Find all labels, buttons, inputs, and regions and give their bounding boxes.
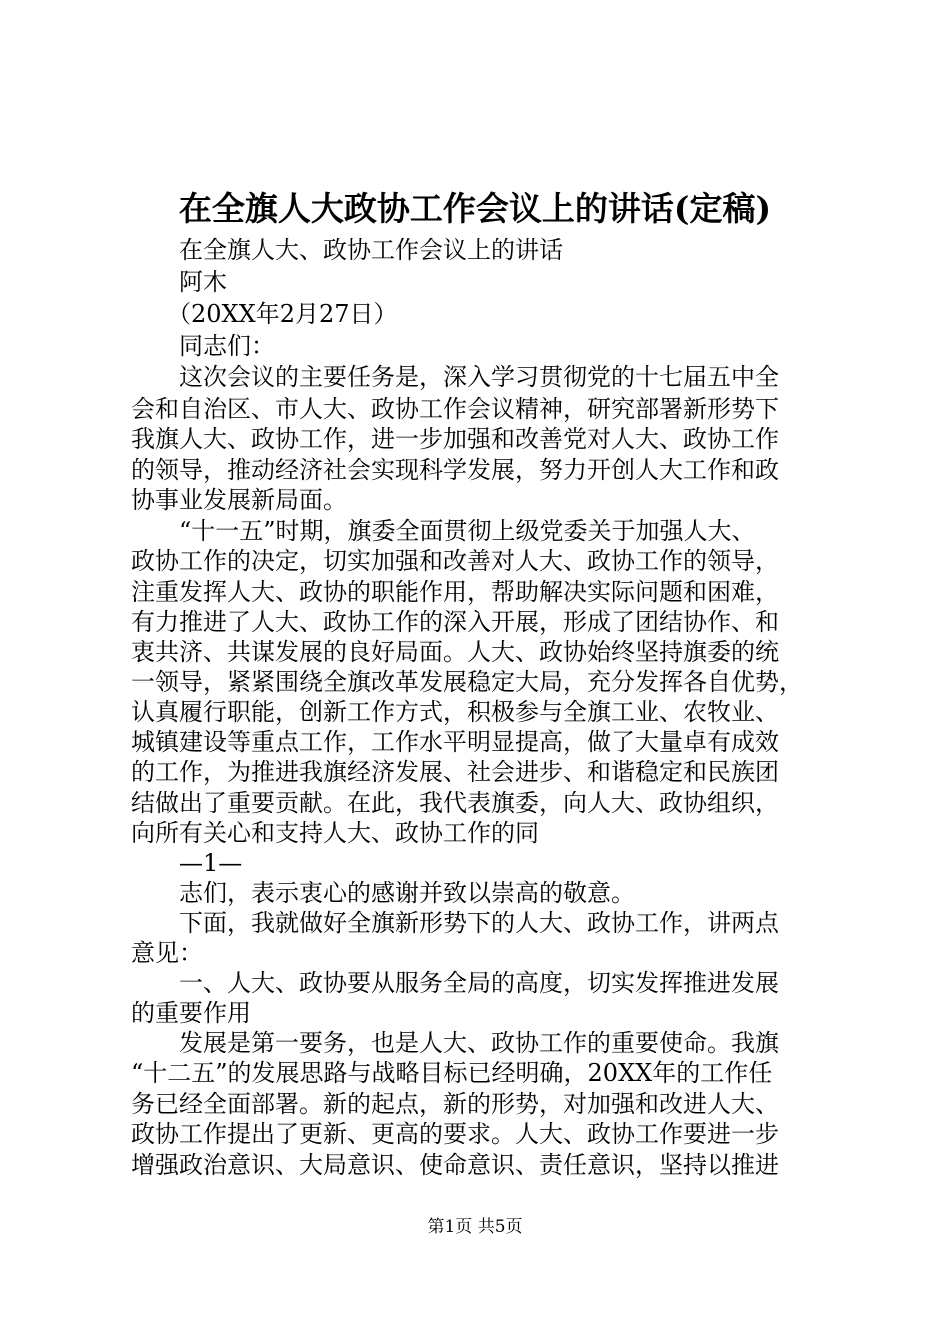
body-line: 下面，我就做好全旗新形势下的人大、政协工作，讲两点: [131, 909, 779, 937]
body-line: 城镇建设等重点工作，工作水平明显提高，做了大量卓有成效: [131, 728, 779, 756]
body-line: 我旗人大、政协工作，进一步加强和改善党对人大、政协工作: [131, 425, 779, 453]
body-line: （20XX年2月27日）: [131, 300, 398, 328]
body-line: 政协工作提出了更新、更高的要求。人大、政协工作要进一步: [131, 1120, 779, 1148]
body-line: 志们，表示衷心的感谢并致以崇高的敬意。: [131, 879, 635, 907]
body-line: 这次会议的主要任务是，深入学习贯彻党的十七届五中全: [131, 363, 779, 391]
body-line: 务已经全面部署。新的起点，新的形势，对加强和改进人大、: [131, 1090, 779, 1118]
body-line: 协事业发展新局面。: [131, 486, 347, 514]
body-line: 衷共济、共谋发展的良好局面。人大、政协始终坚持旗委的统: [131, 638, 779, 666]
body-line: 的工作，为推进我旗经济发展、社会进步、和谐稳定和民族团: [131, 758, 779, 786]
body-line: 增强政治意识、大局意识、使命意识、责任意识，坚持以推进: [131, 1151, 779, 1179]
body-line: 有力推进了人大、政协工作的深入开展，形成了团结协作、和: [131, 608, 779, 636]
body-line: 意见：: [131, 939, 203, 967]
body-line: 的领导，推动经济社会实现科学发展，努力开创人大工作和政: [131, 456, 779, 484]
body-line: 发展是第一要务，也是人大、政协工作的重要使命。我旗: [131, 1029, 779, 1057]
body-line: 阿木: [131, 268, 227, 296]
body-line: 会和自治区、市人大、政协工作会议精神，研究部署新形势下: [131, 395, 779, 423]
body-line: 的重要作用: [131, 999, 251, 1027]
body-line: “十一五”时期，旗委全面贯彻上级党委关于加强人大、: [131, 517, 756, 545]
body-line: 在全旗人大、政协工作会议上的讲话: [131, 236, 563, 264]
body-line: 注重发挥人大、政协的职能作用，帮助解决实际问题和困难，: [131, 578, 779, 606]
body-line: —1—: [131, 849, 243, 877]
body-line: “十二五”的发展思路与战略目标已经明确，20XX年的工作任: [131, 1059, 773, 1087]
body-line: 同志们：: [131, 332, 275, 360]
body-line: 向所有关心和支持人大、政协工作的同: [131, 819, 539, 847]
body-line: 结做出了重要贡献。在此，我代表旗委，向人大、政协组织，: [131, 789, 779, 817]
body-line: 认真履行职能，创新工作方式，积极参与全旗工业、农牧业、: [131, 698, 779, 726]
body-line: 政协工作的决定，切实加强和改善对人大、政协工作的领导，: [131, 547, 779, 575]
body-line: 一、人大、政协要从服务全局的高度，切实发挥推进发展: [131, 969, 779, 997]
page-footer: 第1页 共5页: [427, 1217, 523, 1237]
document-title: 在全旗人大政协工作会议上的讲话(定稿): [178, 189, 772, 228]
body-line: 一领导，紧紧围绕全旗改革发展稳定大局，充分发挥各自优势，: [131, 668, 803, 696]
